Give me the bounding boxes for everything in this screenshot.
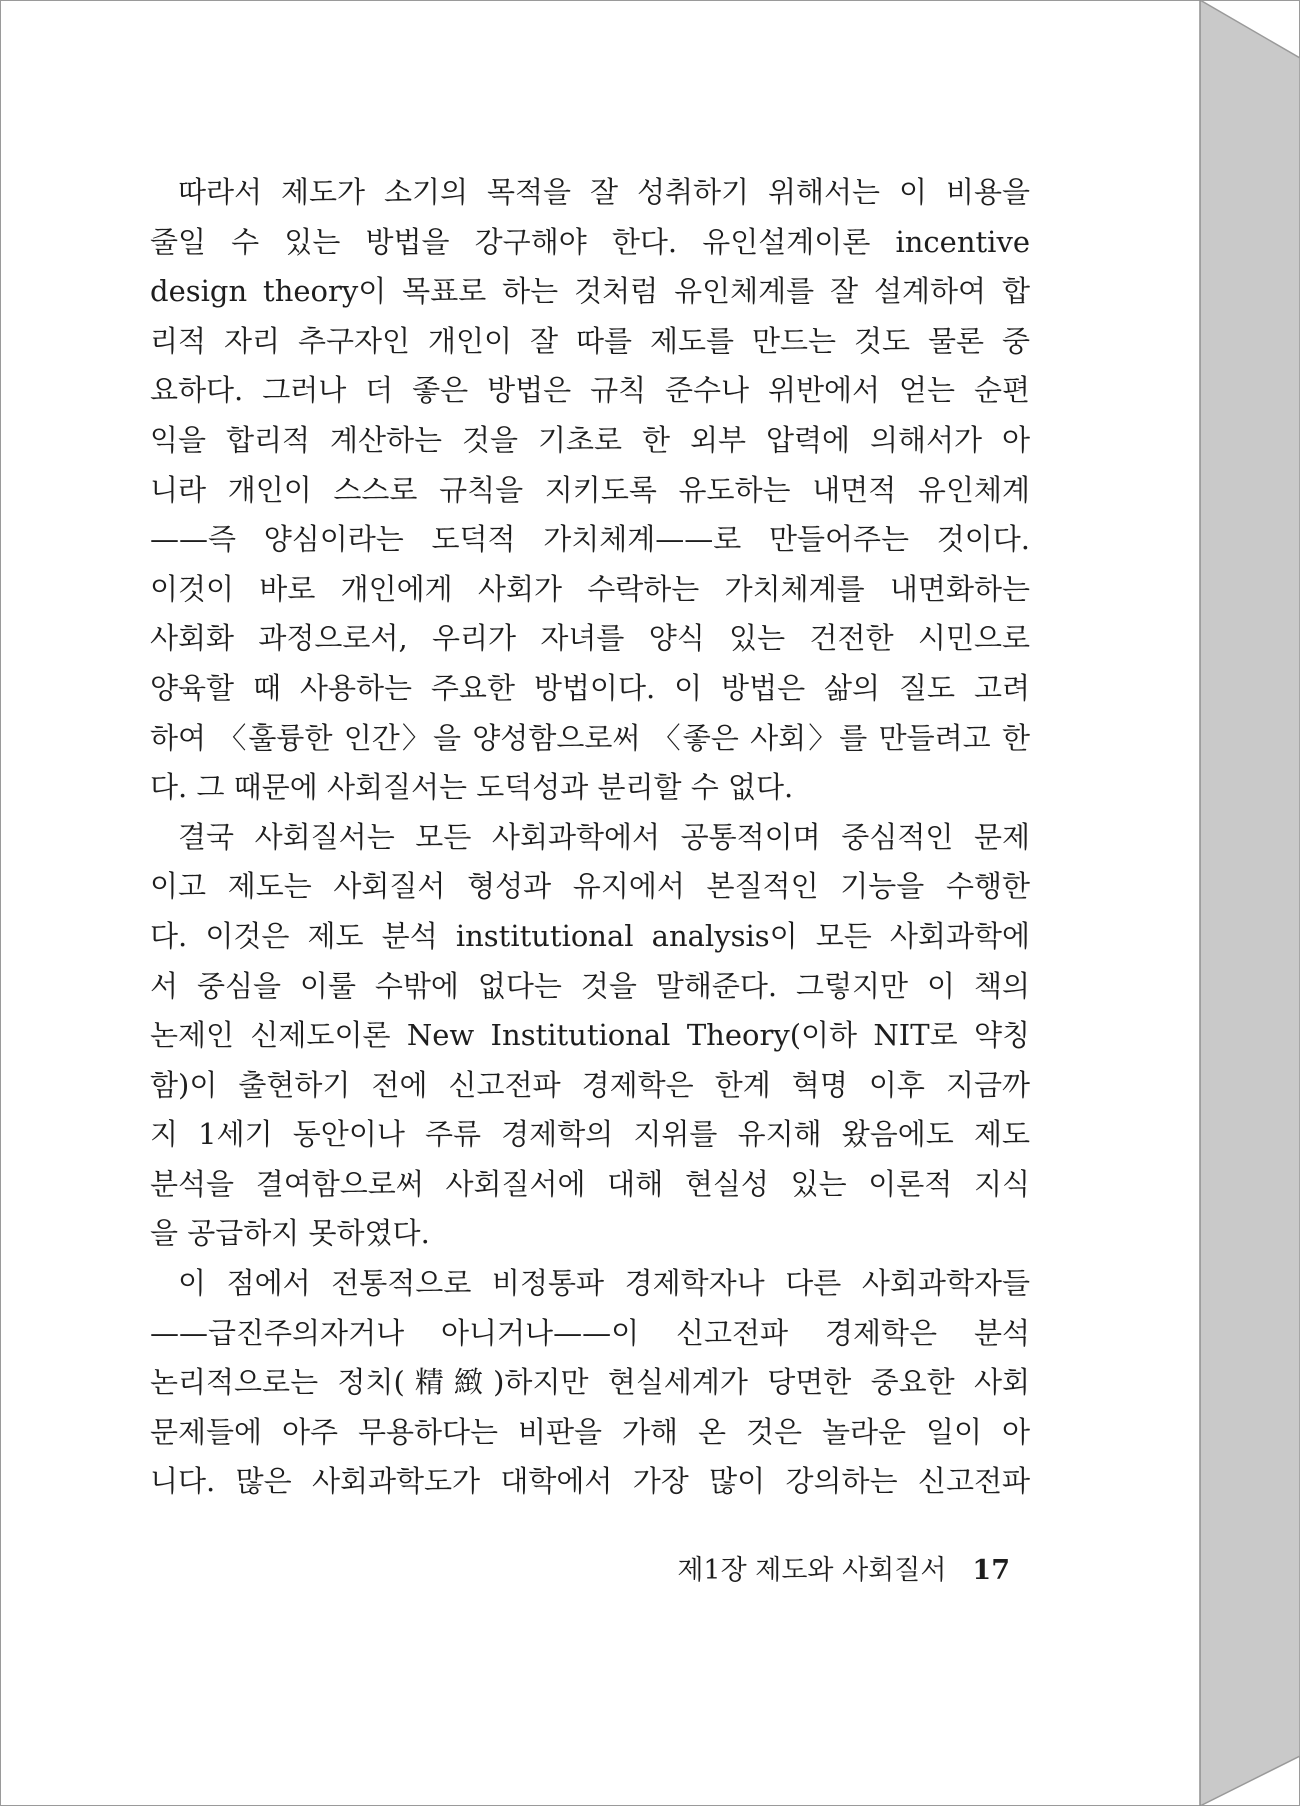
text-line: 결국 사회질서는 모든 사회과학에서 공통적이며 중심적인 문제	[178, 819, 1030, 854]
page-body-text	[150, 168, 1030, 1507]
text-line: 이고 제도는 사회질서 형성과 유지에서 본질적인 기능을 수행한	[150, 869, 1030, 904]
text-line: design theory이 목표로 하는 것처럼 유인체계를 잘 설계하여 합	[150, 274, 1030, 309]
text-line: 분석을 결여함으로써 사회질서에 대해 현실성 있는 이론적 지식	[150, 1166, 1030, 1201]
text-line: 익을 합리적 계산하는 것을 기초로 한 외부 압력에 의해서가 아	[150, 422, 1030, 457]
text-line: 다. 이것은 제도 분석 institutional analysis이 모든 사회과학에	[150, 918, 1030, 953]
text-line: 니다. 많은 사회과학도가 대학에서 가장 많이 강의하는 신고전파	[150, 1464, 1030, 1499]
text-line: 을 공급하지 못하였다.	[150, 1216, 430, 1251]
text-line: 양육할 때 사용하는 주요한 방법이다. 이 방법은 삶의 질도 고려	[150, 670, 1030, 705]
text-line: 함)이 출현하기 전에 신고전파 경제학은 한계 혁명 이후 지금까	[150, 1067, 1030, 1102]
page-footer	[677, 1548, 1010, 1587]
text-line: 줄일 수 있는 방법을 강구해야 한다. 유인설계이론 incentive	[150, 224, 1030, 259]
text-line: ——즉 양심이라는 도덕적 가치체계——로 만들어주는 것이다.	[150, 522, 1030, 557]
text-line: 이 점에서 전통적으로 비정통파 경제학자나 다른 사회과학자들	[178, 1266, 1030, 1301]
text-line: 하여 〈훌륭한 인간〉을 양성함으로써 〈좋은 사회〉를 만들려고 한	[150, 720, 1030, 755]
page-edge-shading	[1190, 0, 1300, 1806]
text-line: 지 1세기 동안이나 주류 경제학의 지위를 유지해 왔음에도 제도	[150, 1117, 1030, 1152]
text-line: 서 중심을 이룰 수밖에 없다는 것을 말해준다. 그렇지만 이 책의	[150, 968, 1030, 1003]
text-line: 이것이 바로 개인에게 사회가 수락하는 가치체계를 내면화하는	[150, 571, 1030, 606]
text-line: 문제들에 아주 무용하다는 비판을 가해 온 것은 놀라운 일이 아	[150, 1414, 1030, 1449]
text-line: 논제인 신제도이론 New Institutional Theory(이하 NIT로 약칭	[150, 1018, 1030, 1053]
text-line: 다. 그 때문에 사회질서는 도덕성과 분리할 수 없다.	[150, 770, 794, 805]
text-line: 논리적으로는 정치(精緻)하지만 현실세계가 당면한 중요한 사회	[150, 1365, 1030, 1400]
text-line: ——급진주의자거나 아니거나——이 신고전파 경제학은 분석	[150, 1315, 1030, 1350]
running-footer-chapter: 제1장 제도와 사회질서	[677, 1555, 947, 1586]
text-line: 니라 개인이 스스로 규칙을 지키도록 유도하는 내면적 유인체계	[150, 472, 1030, 507]
text-line: 리적 자리 추구자인 개인이 잘 따를 제도를 만드는 것도 물론 중	[150, 323, 1030, 358]
text-line: 사회화 과정으로서, 우리가 자녀를 양식 있는 건전한 시민으로	[150, 621, 1030, 656]
page-number: 17	[972, 1555, 1010, 1586]
text-line: 요하다. 그러나 더 좋은 방법은 규칙 준수나 위반에서 얻는 순편	[150, 373, 1030, 408]
text-line: 따라서 제도가 소기의 목적을 잘 성취하기 위해서는 이 비용을	[178, 175, 1030, 209]
